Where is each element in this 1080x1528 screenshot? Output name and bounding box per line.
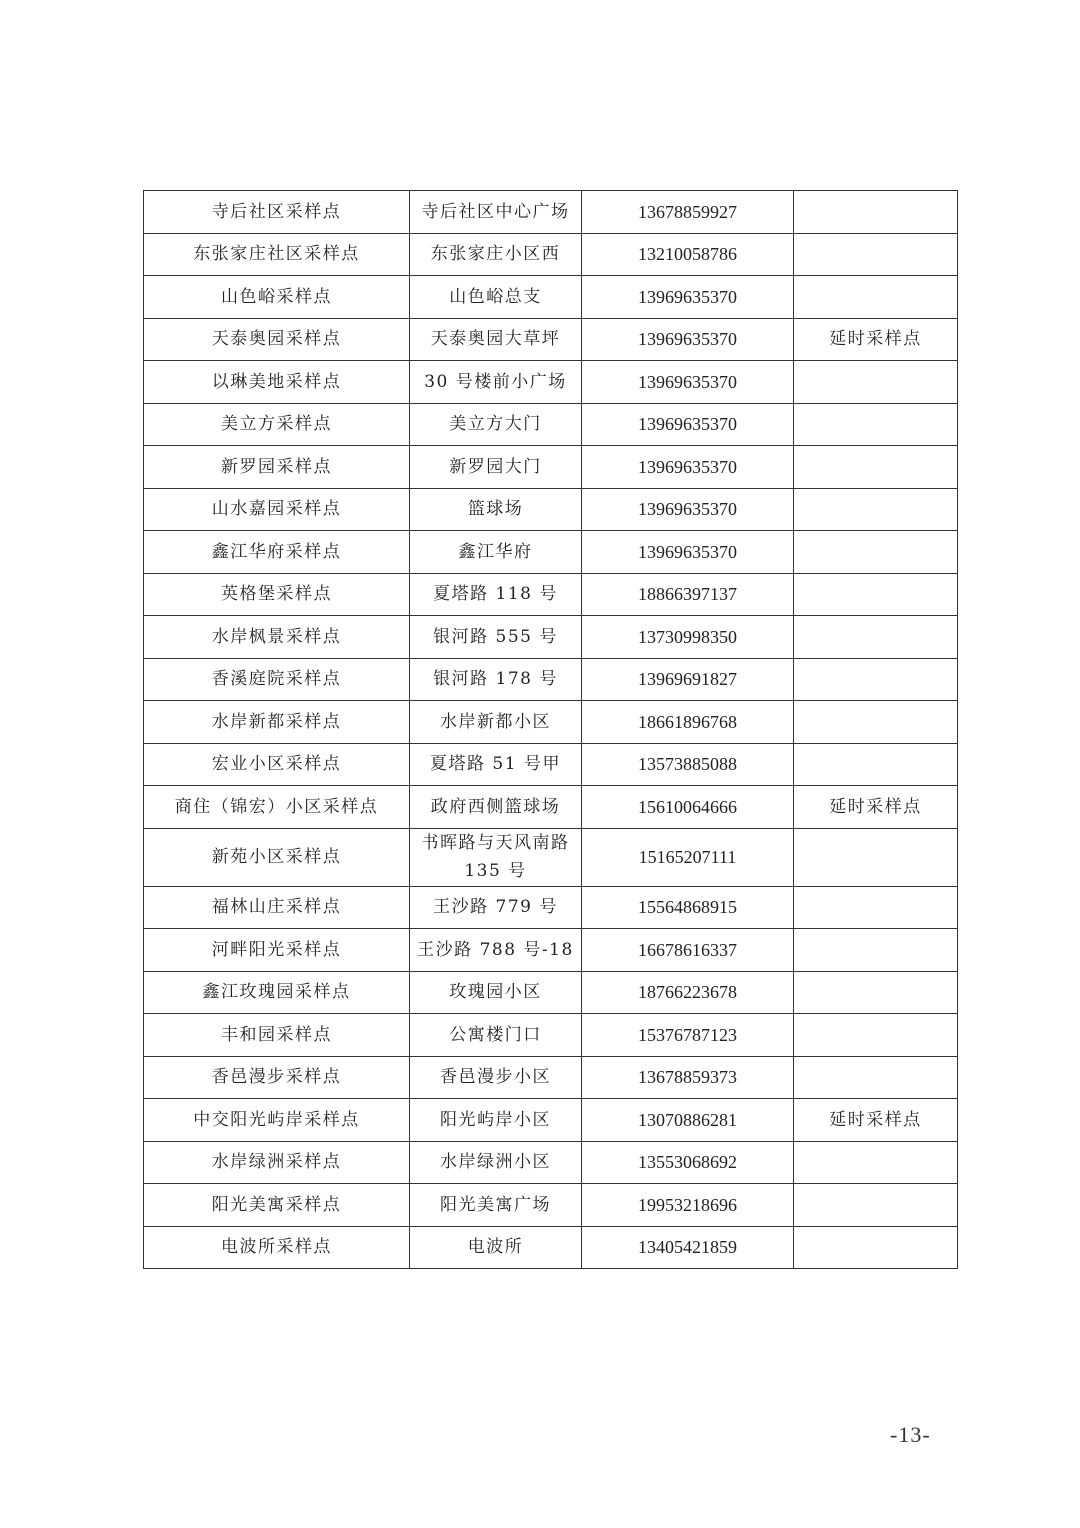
site-location-cell: 王沙路 788 号-18: [410, 929, 582, 972]
site-note-cell: [794, 929, 958, 972]
site-phone-cell: 16678616337: [582, 929, 794, 972]
site-name-cell: 水岸绿洲采样点: [144, 1141, 410, 1184]
site-name-cell: 丰和园采样点: [144, 1014, 410, 1057]
site-name-cell: 天泰奥园采样点: [144, 318, 410, 361]
table-row: [144, 658, 958, 701]
site-note-cell: [794, 1141, 958, 1184]
site-phone-cell: 18766223678: [582, 971, 794, 1014]
site-location-cell: 政府西侧篮球场: [410, 786, 582, 829]
table-row: [144, 1099, 958, 1142]
table-row: [144, 488, 958, 531]
site-name-cell: 商住（锦宏）小区采样点: [144, 786, 410, 829]
site-note-cell: [794, 743, 958, 786]
table-row: [144, 573, 958, 616]
table-row: [144, 616, 958, 659]
site-name-cell: 山色峪采样点: [144, 276, 410, 319]
site-location-cell: 王沙路 779 号: [410, 886, 582, 929]
site-location-cell: 30 号楼前小广场: [410, 361, 582, 404]
site-phone-cell: 13969635370: [582, 488, 794, 531]
table-row: [144, 1226, 958, 1269]
site-phone-cell: 13969635370: [582, 318, 794, 361]
site-location-cell: 电波所: [410, 1226, 582, 1269]
table-body: [144, 191, 958, 1269]
site-phone-cell: 13678859927: [582, 191, 794, 234]
page-number: -13-: [890, 1422, 931, 1447]
site-location-cell: 篮球场: [410, 488, 582, 531]
site-phone-cell: 15610064666: [582, 786, 794, 829]
site-phone-cell: 13070886281: [582, 1099, 794, 1142]
site-note-cell: [794, 1184, 958, 1227]
site-note-cell: [794, 531, 958, 574]
site-phone-cell: 13969635370: [582, 446, 794, 489]
site-name-cell: 阳光美寓采样点: [144, 1184, 410, 1227]
site-note-cell: [794, 446, 958, 489]
site-location-cell: 夏塔路 118 号: [410, 573, 582, 616]
site-location-cell: 银河路 555 号: [410, 616, 582, 659]
site-phone-cell: 13969691827: [582, 658, 794, 701]
site-note-cell: 延时采样点: [794, 786, 958, 829]
site-phone-cell: 13210058786: [582, 233, 794, 276]
site-name-cell: 福林山庄采样点: [144, 886, 410, 929]
table-row: [144, 276, 958, 319]
site-note-cell: [794, 361, 958, 404]
site-name-cell: 东张家庄社区采样点: [144, 233, 410, 276]
site-note-cell: [794, 1014, 958, 1057]
table-row: [144, 929, 958, 972]
site-name-cell: 香溪庭院采样点: [144, 658, 410, 701]
site-location-cell: 新罗园大门: [410, 446, 582, 489]
table-row: [144, 1014, 958, 1057]
table-row: [144, 971, 958, 1014]
site-name-cell: 英格堡采样点: [144, 573, 410, 616]
site-phone-cell: 13573885088: [582, 743, 794, 786]
table-row: [144, 1056, 958, 1099]
site-phone-cell: 15564868915: [582, 886, 794, 929]
table-row: [144, 233, 958, 276]
site-note-cell: [794, 616, 958, 659]
sampling-sites-table: [143, 190, 958, 1269]
site-phone-cell: 13969635370: [582, 361, 794, 404]
site-note-cell: [794, 191, 958, 234]
site-location-cell: 东张家庄小区西: [410, 233, 582, 276]
site-phone-cell: 13678859373: [582, 1056, 794, 1099]
table-row: [144, 1141, 958, 1184]
site-note-cell: [794, 886, 958, 929]
site-note-cell: 延时采样点: [794, 1099, 958, 1142]
site-name-cell: 香邑漫步采样点: [144, 1056, 410, 1099]
site-note-cell: [794, 403, 958, 446]
table-row: [144, 701, 958, 744]
table-row: [144, 743, 958, 786]
site-phone-cell: 13969635370: [582, 276, 794, 319]
site-phone-cell: 15165207111: [582, 828, 794, 886]
site-note-cell: [794, 658, 958, 701]
site-note-cell: 延时采样点: [794, 318, 958, 361]
table-row: [144, 446, 958, 489]
site-location-cell: 玫瑰园小区: [410, 971, 582, 1014]
site-name-cell: 美立方采样点: [144, 403, 410, 446]
site-phone-cell: 18661896768: [582, 701, 794, 744]
table-row: [144, 531, 958, 574]
site-name-cell: 河畔阳光采样点: [144, 929, 410, 972]
site-note-cell: [794, 276, 958, 319]
table-row: [144, 191, 958, 234]
table-row: [144, 361, 958, 404]
table-row: [144, 1184, 958, 1227]
site-location-cell: 寺后社区中心广场: [410, 191, 582, 234]
site-phone-cell: 13969635370: [582, 403, 794, 446]
site-phone-cell: 13969635370: [582, 531, 794, 574]
site-name-cell: 以琳美地采样点: [144, 361, 410, 404]
table-row: [144, 318, 958, 361]
site-location-cell: 香邑漫步小区: [410, 1056, 582, 1099]
site-location-cell: 银河路 178 号: [410, 658, 582, 701]
site-phone-cell: 19953218696: [582, 1184, 794, 1227]
site-location-cell: 水岸新都小区: [410, 701, 582, 744]
site-location-cell: 水岸绿洲小区: [410, 1141, 582, 1184]
site-note-cell: [794, 971, 958, 1014]
site-name-cell: 寺后社区采样点: [144, 191, 410, 234]
site-name-cell: 鑫江华府采样点: [144, 531, 410, 574]
site-note-cell: [794, 828, 958, 886]
site-note-cell: [794, 488, 958, 531]
site-note-cell: [794, 1226, 958, 1269]
site-location-cell: 公寓楼门口: [410, 1014, 582, 1057]
site-name-cell: 水岸枫景采样点: [144, 616, 410, 659]
table-row: [144, 828, 958, 886]
site-name-cell: 新罗园采样点: [144, 446, 410, 489]
site-location-cell: 山色峪总支: [410, 276, 582, 319]
site-name-cell: 山水嘉园采样点: [144, 488, 410, 531]
site-location-cell: 天泰奥园大草坪: [410, 318, 582, 361]
site-location-cell: 夏塔路 51 号甲: [410, 743, 582, 786]
site-phone-cell: 15376787123: [582, 1014, 794, 1057]
site-phone-cell: 13405421859: [582, 1226, 794, 1269]
table-row: [144, 886, 958, 929]
site-note-cell: [794, 701, 958, 744]
site-location-cell: 鑫江华府: [410, 531, 582, 574]
site-name-cell: 新苑小区采样点: [144, 828, 410, 886]
table-row: [144, 403, 958, 446]
site-name-cell: 水岸新都采样点: [144, 701, 410, 744]
site-phone-cell: 13553068692: [582, 1141, 794, 1184]
site-location-cell: 阳光屿岸小区: [410, 1099, 582, 1142]
site-phone-cell: 13730998350: [582, 616, 794, 659]
site-name-cell: 鑫江玫瑰园采样点: [144, 971, 410, 1014]
site-location-cell: 美立方大门: [410, 403, 582, 446]
site-location-cell: 阳光美寓广场: [410, 1184, 582, 1227]
site-location-cell: 书晖路与天风南路 135 号: [410, 828, 582, 886]
site-name-cell: 电波所采样点: [144, 1226, 410, 1269]
site-note-cell: [794, 233, 958, 276]
table-row: [144, 786, 958, 829]
site-name-cell: 中交阳光屿岸采样点: [144, 1099, 410, 1142]
site-note-cell: [794, 1056, 958, 1099]
site-name-cell: 宏业小区采样点: [144, 743, 410, 786]
site-phone-cell: 18866397137: [582, 573, 794, 616]
site-note-cell: [794, 573, 958, 616]
